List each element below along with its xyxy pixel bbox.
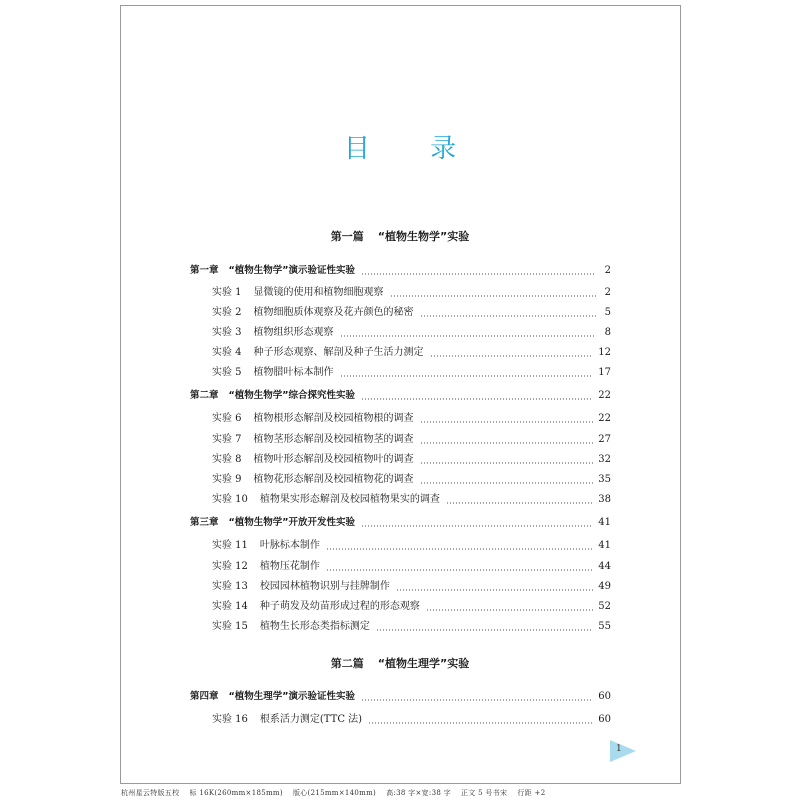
dot-leader bbox=[420, 482, 594, 484]
page-number: 27 bbox=[598, 434, 611, 445]
toc-experiment-14[interactable] bbox=[212, 598, 611, 614]
experiment-title: 植物花形态解剖及校园植物花的调查 bbox=[253, 474, 414, 485]
experiment-title: 植物压花制作 bbox=[259, 561, 320, 572]
experiment-title: 根系活力测定(TTC 法) bbox=[259, 714, 363, 725]
experiment-number: 实验 3 bbox=[212, 327, 242, 338]
page-number: 22 bbox=[598, 413, 611, 424]
page-number: 38 bbox=[598, 494, 611, 505]
toc-experiment-1[interactable] bbox=[212, 284, 611, 300]
experiment-title: 植物细胞质体观察及花卉颜色的秘密 bbox=[253, 307, 414, 318]
page-number: 32 bbox=[598, 454, 611, 465]
page-number: 35 bbox=[598, 474, 611, 485]
part-heading-2 bbox=[0, 655, 800, 671]
page-number: 5 bbox=[604, 307, 611, 318]
toc-chapter-4[interactable] bbox=[190, 688, 611, 704]
toc-experiment-7[interactable] bbox=[212, 431, 611, 447]
part-name: “植物生理学”实验 bbox=[377, 657, 470, 670]
page-number: 52 bbox=[598, 601, 611, 612]
experiment-title: 植物腊叶标本制作 bbox=[253, 367, 334, 378]
experiment-title: 种子形态观察、解剖及种子生活力测定 bbox=[253, 347, 424, 358]
dot-leader bbox=[420, 442, 594, 444]
experiment-title: 植物生长形态类指标测定 bbox=[259, 621, 370, 632]
dot-leader bbox=[420, 462, 594, 464]
dot-leader bbox=[326, 569, 593, 571]
page-number: 8 bbox=[604, 327, 611, 338]
page-number: 2 bbox=[604, 287, 611, 298]
chapter-number: 第四章 bbox=[190, 691, 219, 702]
page-number: 55 bbox=[598, 621, 611, 632]
toc-experiment-16[interactable] bbox=[212, 711, 611, 727]
page-marker-triangle bbox=[610, 740, 636, 762]
experiment-title: 校园园林植物识别与挂牌制作 bbox=[259, 581, 390, 592]
dot-leader bbox=[361, 525, 593, 527]
experiment-title: 种子萌发及幼苗形成过程的形态观察 bbox=[259, 601, 420, 612]
dot-leader bbox=[390, 295, 596, 297]
page-number-marker: 1 bbox=[616, 744, 622, 754]
page-title: 目 录 bbox=[343, 134, 483, 164]
page-number: 41 bbox=[598, 517, 611, 528]
page-number: 44 bbox=[598, 561, 611, 572]
page-number: 22 bbox=[598, 390, 611, 401]
experiment-title: 显微镜的使用和植物细胞观察 bbox=[253, 287, 384, 298]
experiment-number: 实验 10 bbox=[212, 494, 248, 505]
toc-chapter-1[interactable] bbox=[190, 262, 611, 278]
dot-leader bbox=[376, 629, 593, 631]
toc-experiment-5[interactable] bbox=[212, 364, 611, 380]
experiment-number: 实验 16 bbox=[212, 714, 248, 725]
toc-experiment-2[interactable] bbox=[212, 304, 611, 320]
experiment-number: 实验 11 bbox=[212, 540, 248, 551]
experiment-title: 植物叶形态解剖及校园植物叶的调查 bbox=[253, 454, 414, 465]
experiment-number: 实验 7 bbox=[212, 434, 242, 445]
toc-chapter-2[interactable] bbox=[190, 387, 611, 403]
experiment-number: 实验 14 bbox=[212, 601, 248, 612]
dot-leader bbox=[361, 273, 596, 275]
dot-leader bbox=[368, 722, 593, 724]
experiment-number: 实验 6 bbox=[212, 413, 242, 424]
toc-chapter-3[interactable] bbox=[190, 514, 611, 530]
page-number: 17 bbox=[598, 367, 611, 378]
toc-experiment-9[interactable] bbox=[212, 471, 611, 487]
chapter-title: “植物生物学”开放开发性实验 bbox=[228, 517, 356, 528]
experiment-title: 植物果实形态解剖及校园植物果实的调查 bbox=[259, 494, 440, 505]
experiment-number: 实验 2 bbox=[212, 307, 242, 318]
toc-experiment-11[interactable] bbox=[212, 537, 611, 553]
page-number: 12 bbox=[598, 347, 611, 358]
page-number: 2 bbox=[604, 265, 611, 276]
experiment-number: 实验 8 bbox=[212, 454, 242, 465]
chapter-number: 第一章 bbox=[190, 265, 219, 276]
chapter-title: “植物生物学”综合探究性实验 bbox=[228, 390, 356, 401]
dot-leader bbox=[396, 589, 593, 591]
experiment-number: 实验 9 bbox=[212, 474, 242, 485]
chapter-number: 第二章 bbox=[190, 390, 219, 401]
chapter-title: “植物生理学”演示验证性实验 bbox=[228, 691, 356, 702]
dot-leader bbox=[430, 355, 594, 357]
page-number: 60 bbox=[598, 691, 611, 702]
toc-experiment-3[interactable] bbox=[212, 324, 611, 340]
dot-leader bbox=[420, 421, 594, 423]
experiment-number: 实验 12 bbox=[212, 561, 248, 572]
experiment-title: 植物组织形态观察 bbox=[253, 327, 334, 338]
experiment-title: 植物根形态解剖及校园植物根的调查 bbox=[253, 413, 414, 424]
experiment-number: 实验 4 bbox=[212, 347, 242, 358]
print-spec-footer: 杭州星云特版五校 标 16K(260mm×185mm) 版心(215mm×140mm) 高:38 字×宽:38 字 正文 5 号书宋 行距 +2 bbox=[121, 789, 546, 797]
toc-experiment-6[interactable] bbox=[212, 410, 611, 426]
toc-experiment-4[interactable] bbox=[212, 344, 611, 360]
dot-leader bbox=[340, 335, 596, 337]
experiment-title: 植物茎形态解剖及校园植物茎的调查 bbox=[253, 434, 414, 445]
part-heading-1 bbox=[0, 228, 800, 244]
page-number: 60 bbox=[598, 714, 611, 725]
toc-experiment-12[interactable] bbox=[212, 558, 611, 574]
dot-leader bbox=[326, 548, 593, 550]
dot-leader bbox=[340, 375, 594, 377]
dot-leader bbox=[446, 502, 593, 504]
experiment-number: 实验 1 bbox=[212, 287, 242, 298]
toc-experiment-13[interactable] bbox=[212, 578, 611, 594]
toc-experiment-10[interactable] bbox=[212, 491, 611, 507]
dot-leader bbox=[361, 398, 593, 400]
experiment-number: 实验 15 bbox=[212, 621, 248, 632]
page-number: 49 bbox=[598, 581, 611, 592]
page-number: 41 bbox=[598, 540, 611, 551]
experiment-title: 叶脉标本制作 bbox=[259, 540, 320, 551]
dot-leader bbox=[420, 315, 596, 317]
experiment-number: 实验 13 bbox=[212, 581, 248, 592]
dot-leader bbox=[361, 699, 593, 701]
part-label: 第一篇 bbox=[330, 230, 364, 243]
part-label: 第二篇 bbox=[330, 657, 364, 670]
toc-experiment-15[interactable] bbox=[212, 618, 611, 634]
toc-experiment-8[interactable] bbox=[212, 451, 611, 467]
dot-leader bbox=[426, 609, 593, 611]
chapter-number: 第三章 bbox=[190, 517, 219, 528]
experiment-number: 实验 5 bbox=[212, 367, 242, 378]
chapter-title: “植物生物学”演示验证性实验 bbox=[228, 265, 356, 276]
part-name: “植物生物学”实验 bbox=[377, 230, 470, 243]
